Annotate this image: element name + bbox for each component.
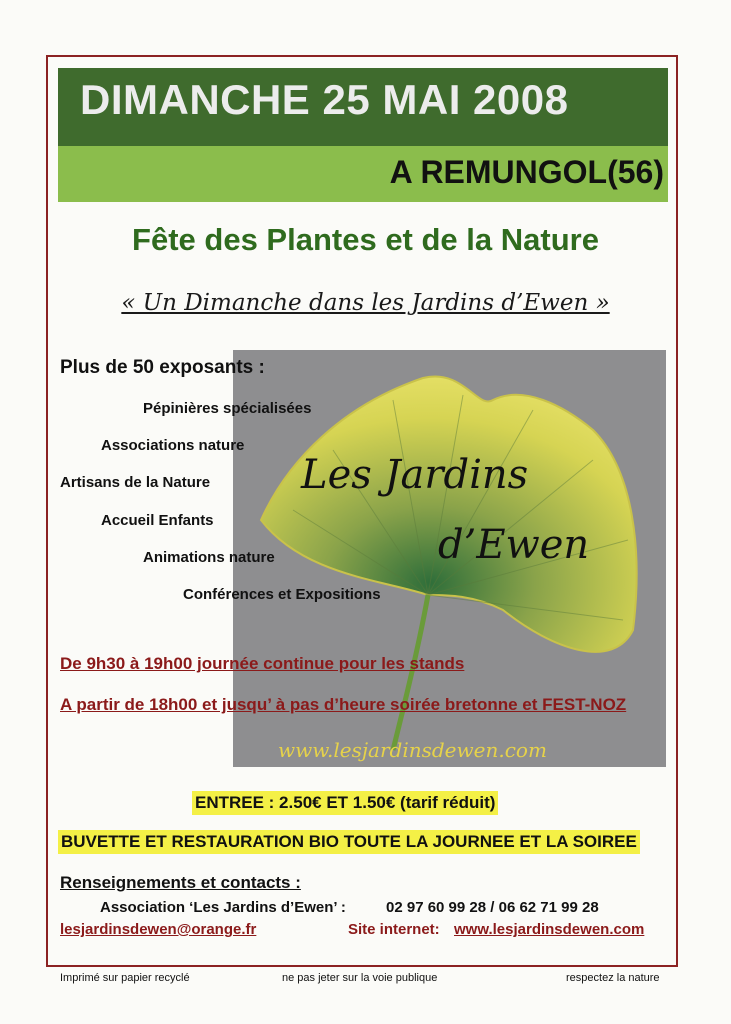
exhibitor-item: Pépinières spécialisées: [143, 400, 312, 417]
schedule-day: De 9h30 à 19h00 journée continue pour les stands: [60, 654, 465, 673]
exhibitor-item: Associations nature: [101, 437, 245, 454]
association-name: Association ‘Les Jardins d’Ewen’ :: [100, 899, 346, 916]
footer-respect-nature: respectez la nature: [566, 972, 660, 984]
website-link[interactable]: www.lesjardinsdewen.com: [454, 921, 645, 938]
contacts-heading: Renseignements et contacts :: [60, 873, 301, 892]
event-place: A REMUNGOL(56): [389, 154, 664, 190]
event-tagline: « Un Dimanche dans les Jardins d’Ewen »: [121, 290, 610, 316]
schedule-evening: A partir de 18h00 et jusqu’ à pas d’heure soirée bretonne et FEST-NOZ: [60, 695, 627, 714]
website-label: Site internet:: [348, 921, 440, 938]
logo-website: www.lesjardinsdewen.com: [278, 738, 547, 762]
exhibitor-item: Animations nature: [143, 549, 275, 566]
food-info: BUVETTE ET RESTAURATION BIO TOUTE LA JOURNEE ET LA SOIREE: [58, 830, 640, 854]
email-link[interactable]: lesjardinsdewen@orange.fr: [60, 921, 257, 938]
exhibitor-item: Accueil Enfants: [101, 512, 214, 529]
exhibitor-item: Artisans de la Nature: [60, 474, 211, 491]
logo-line-2: d’Ewen: [438, 522, 590, 568]
entry-price: ENTREE : 2.50€ ET 1.50€ (tarif réduit): [192, 791, 498, 815]
exhibitors-heading: Plus de 50 exposants :: [60, 357, 265, 378]
footer-recycled: Imprimé sur papier recyclé: [60, 972, 190, 984]
logo-line-1: Les Jardins: [301, 452, 529, 498]
place-banner: [58, 146, 668, 202]
footer-no-littering: ne pas jeter sur la voie publique: [282, 972, 438, 984]
date-banner: [58, 68, 668, 146]
event-title: Fête des Plantes et de la Nature: [132, 222, 599, 257]
phone-numbers: 02 97 60 99 28 / 06 62 71 99 28: [386, 899, 599, 916]
event-date: DIMANCHE 25 MAI 2008: [80, 76, 569, 123]
exhibitor-item: Conférences et Expositions: [183, 586, 381, 603]
